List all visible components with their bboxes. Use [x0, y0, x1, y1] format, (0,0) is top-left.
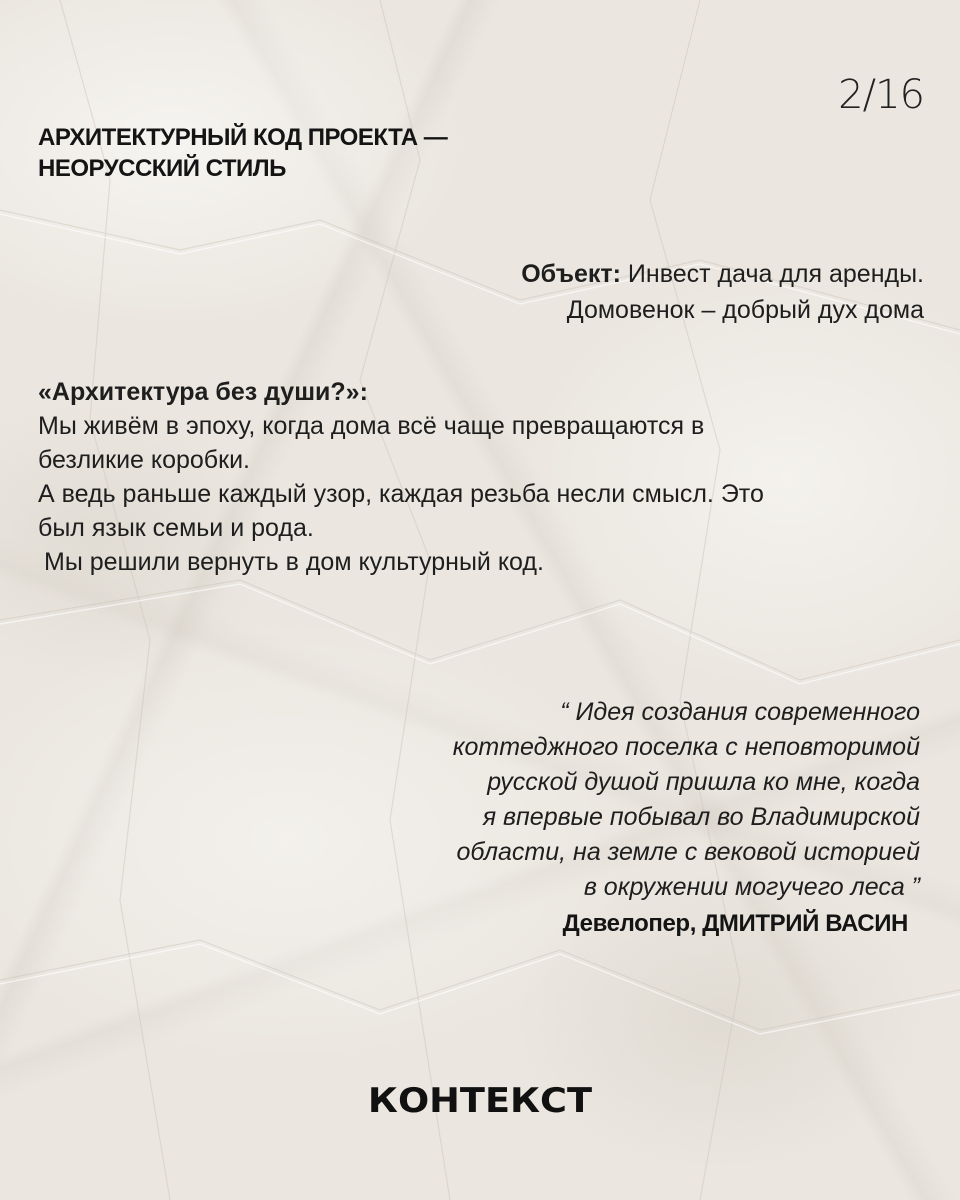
quote [453, 695, 920, 905]
quote-line: коттеджного поселка с неповторимой [452, 733, 920, 761]
body-heading: «Архитектура без души?»: [38, 378, 368, 406]
title-line-1: АРХИТЕКТУРНЫЙ КОД ПРОЕКТА — [38, 124, 448, 151]
body-line: Мы решили вернуть в дом культурный код. [44, 548, 544, 576]
body-line: был язык семьи и рода. [38, 514, 314, 542]
page-title [38, 122, 447, 184]
quote-line: “ Идея создания современного [560, 698, 920, 726]
object-line-1 [521, 256, 924, 292]
object-line-2: Домовенок – добрый дух дома [566, 296, 924, 324]
quote-author: Девелопер, ДМИТРИЙ ВАСИН [562, 910, 908, 937]
body-line: Мы живём в эпоху, когда дома всё чаще превращаются в [38, 412, 705, 440]
object-info [521, 256, 924, 328]
title-line-2: НЕОРУССКИЙ СТИЛЬ [38, 155, 286, 182]
brand-logo: КОНТЕКСТ [367, 1081, 593, 1121]
object-value: Инвест дача для аренды. [620, 260, 924, 288]
quote-line: русской душой пришла ко мне, когда [487, 768, 920, 796]
body-text [38, 375, 918, 579]
body-line: А ведь раньше каждый узор, каждая резьба несли смысл. Это [38, 480, 764, 508]
quote-line: в окружении могучего леса ” [583, 873, 920, 901]
body-line: безликие коробки. [38, 446, 250, 474]
quote-line: области, на земле с вековой историей [456, 838, 920, 866]
quote-line: я впервые побывал во Владимирской [482, 803, 920, 831]
page-number: 2/16 [838, 72, 924, 118]
object-label: Объект: [521, 260, 621, 288]
